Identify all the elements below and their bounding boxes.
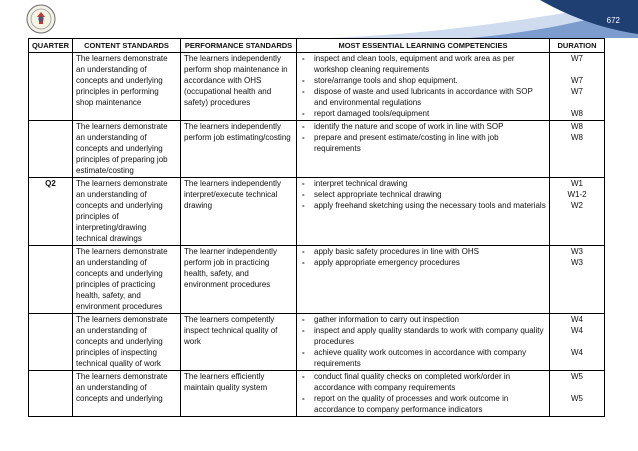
competencies-cell [297,53,550,121]
mel-table [28,38,605,417]
duration-value: W1-2 [567,190,587,199]
performance-standard-cell: The learners efficiently maintain quality system [181,371,297,417]
performance-standard-cell: The learners independently perform job estimating/costing [181,121,297,178]
quarter-cell [29,121,73,178]
performance-standard-cell: The learner independently perform job in practicing health, safety, and environment procedures [181,246,297,314]
duration-value: W4 [571,326,583,335]
performance-standard-cell: The learners competently inspect technical quality of work [181,314,297,371]
quarter-cell [29,314,73,371]
content-standard-cell: The learners demonstrate an understanding of concepts and underlying principles in performing shop maintenance [73,53,181,121]
column-header-content-standards: CONTENT STANDARDS [73,39,181,53]
column-header-duration: DURATION [550,39,605,53]
column-header-quarter: QUARTER [29,39,73,53]
competencies-cell [297,121,550,178]
duration-value: W3 [571,258,583,267]
column-header-performance-standards: PERFORMANCE STANDARDS [181,39,297,53]
performance-standard-cell: The learners independently interpret/execute technical drawing [181,178,297,246]
quarter-cell [29,53,73,121]
table-row [29,178,605,246]
duration-value: W7 [571,87,583,96]
content-standard-cell: The learners demonstrate an understanding of concepts and underlying principles of interpreting/drawing technical drawings [73,178,181,246]
competencies-cell [297,371,550,417]
duration-cell [550,121,605,178]
duration-value: W7 [571,76,583,85]
competency-item: - inspect and clean tools, equipment and work area as per workshop cleaning requirements [300,53,546,75]
competencies-cell [297,178,550,246]
competency-item: - apply basic safety procedures in line with OHS [300,246,546,257]
table-row [29,371,605,417]
table-row [29,121,605,178]
performance-standard-cell: The learners independently perform shop maintenance in accordance with OHS (occupational health and safety) procedures [181,53,297,121]
duration-value: W3 [571,247,583,256]
competency-item: - inspect and apply quality standards to work with company quality procedures [300,325,546,347]
content-standard-cell: The learners demonstrate an understanding of concepts and underlying principles of preparing job estimate/costing [73,121,181,178]
duration-value: W4 [571,348,583,357]
duration-value: W5 [571,372,583,381]
quarter-cell: Q2 [29,178,73,246]
competency-item: - achieve quality work outcomes in accordance with company requirements [300,347,546,369]
competency-item: - select appropriate technical drawing [300,189,546,200]
duration-value: W8 [571,122,583,131]
duration-cell [550,246,605,314]
duration-value: W8 [571,133,583,142]
competency-item: - prepare and present estimate/costing in line with job requirements [300,132,546,154]
competency-item: - apply freehand sketching using the necessary tools and materials [300,200,546,211]
quarter-cell [29,371,73,417]
duration-cell [550,314,605,371]
duration-cell [550,371,605,417]
content-standard-cell: The learners demonstrate an understanding of concepts and underlying principles of practicing health, safety, and environment procedures [73,246,181,314]
duration-cell [550,53,605,121]
deped-seal-icon [26,4,56,34]
competencies-cell [297,314,550,371]
competency-item: - report on the quality of processes and work outcome in accordance to company performance indicators [300,393,546,415]
competency-item: - report damaged tools/equipment [300,108,546,119]
duration-value: W2 [571,201,583,210]
table-row [29,314,605,371]
competency-item: - interpret technical drawing [300,178,546,189]
table-row [29,53,605,121]
duration-value: W5 [571,394,583,403]
header-wave-graphic [0,0,638,38]
competency-item: - apply appropriate emergency procedures [300,257,546,268]
page-number: 672 [606,16,620,25]
quarter-cell [29,246,73,314]
duration-value: W1 [571,179,583,188]
competency-item: - identify the nature and scope of work in line with SOP [300,121,546,132]
duration-value: W8 [571,109,583,118]
content-standard-cell: The learners demonstrate an understanding of concepts and underlying principles of inspecting technical quality of work [73,314,181,371]
column-header-competencies: MOST ESSENTIAL LEARNING COMPETENCIES [297,39,550,53]
competency-item: - store/arrange tools and shop equipment. [300,75,546,86]
table-header-row [29,39,605,53]
duration-cell [550,178,605,246]
duration-value: W7 [571,54,583,63]
competency-item: - dispose of waste and used lubricants in accordance with SOP and environmental regulations [300,86,546,108]
table-row [29,246,605,314]
header-band [0,0,638,38]
competencies-cell [297,246,550,314]
duration-value: W4 [571,315,583,324]
content-standard-cell: The learners demonstrate an understanding of concepts and underlying [73,371,181,417]
competency-item: - conduct final quality checks on completed work/order in accordance with company requirements [300,371,546,393]
competency-item: - gather information to carry out inspection [300,314,546,325]
